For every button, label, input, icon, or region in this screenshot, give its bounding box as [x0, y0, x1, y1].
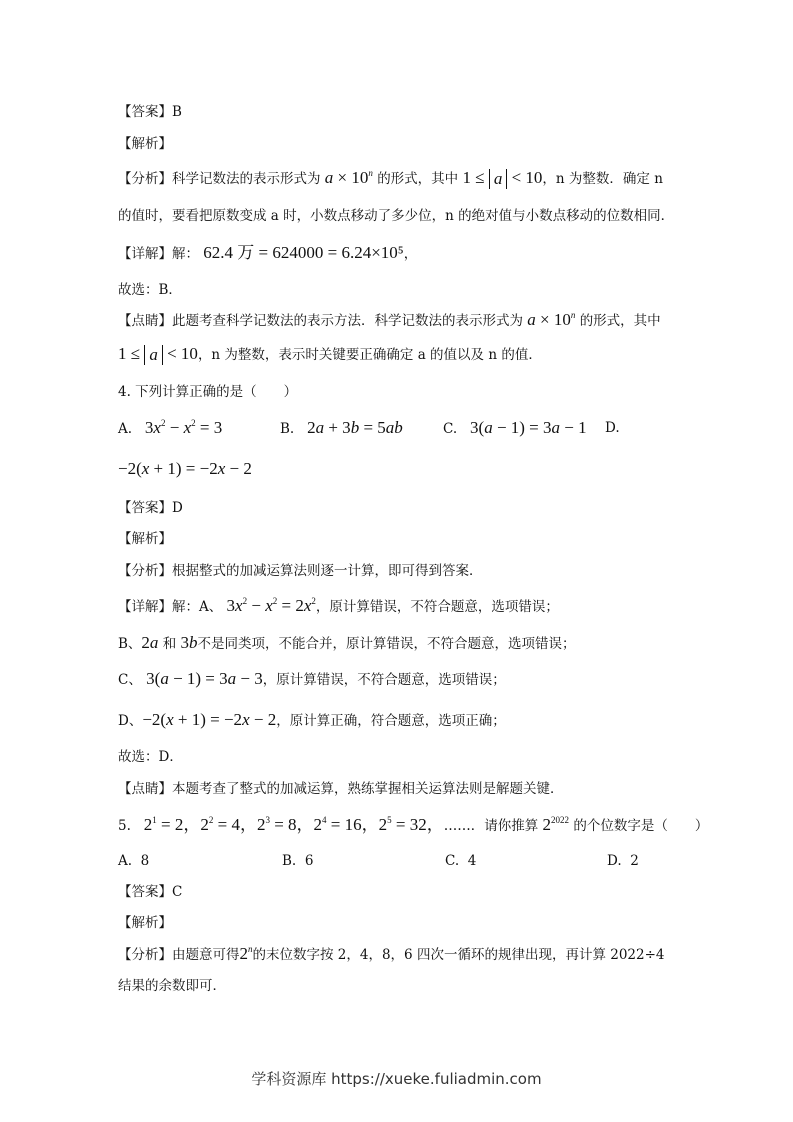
answer-value: D: [172, 500, 183, 516]
formula-range: 1 ≤ a < 10: [462, 168, 543, 189]
formula-2-pow-n: 2$^n$: [239, 944, 253, 963]
formula-range: 1 ≤ a < 10: [118, 344, 198, 365]
formula-2-pow-2022: $2^{2022}$: [542, 815, 570, 834]
formula-option-a: $3x^2 - x^2 = 3$: [144, 418, 223, 437]
q3-dianjing-line2: [118, 344, 542, 365]
q4-option-a: [118, 417, 222, 440]
detail-text: D、: [118, 713, 143, 729]
q5-analysis-tag: 【解析】: [118, 915, 172, 931]
dianjing-tag: 【点睛】: [118, 781, 172, 797]
fenxi-text: 由题意可得: [172, 947, 240, 963]
detail-text: B、: [118, 636, 142, 652]
q5-option-a: [118, 850, 149, 872]
detail-text: C、: [118, 672, 142, 688]
detail-tag: 【详解】: [118, 246, 172, 262]
q4-answer: [118, 498, 183, 518]
detail-text: 解：A、: [172, 599, 223, 615]
dianjing-text: ，n 为整数，表示时关键要正确确定 a 的值以及 n 的值．: [197, 347, 542, 363]
detail-text: 解：: [172, 246, 199, 262]
ellipsis: ……: [443, 818, 471, 834]
formula-detail-d: −2(x + 1) = −2x − 2: [142, 710, 277, 729]
detail-text: ，原计算正确，符合题意，选项正确；: [276, 713, 506, 729]
q4-option-d: [118, 458, 252, 481]
q4-detail-b: [118, 633, 576, 654]
answer-tag: 【答案】: [118, 500, 172, 516]
q4-analysis-tag: 【解析】: [118, 531, 172, 547]
formula-sci-notation: $a \times 10^n$: [324, 168, 373, 187]
detail-text: ，原计算错误，不符合题意，选项错误；: [315, 599, 559, 615]
stem-text: 的个位数字是（ ）: [573, 818, 709, 834]
formula-detail: 62.4 万 = 624000 = 6.24×10⁵: [203, 243, 404, 262]
q4-dianjing: [118, 779, 564, 799]
option-label: B.: [282, 853, 297, 869]
option-label: C.: [445, 853, 460, 869]
q4-choose: 故选：D．: [118, 749, 183, 765]
q3-choose: 故选：B．: [118, 282, 182, 298]
q5-stem: [118, 815, 708, 836]
q3-fenxi-line2: 的值时，要看把原数变成 a 时，小数点移动了多少位，n 的绝对值与小数点移动的位数相同．: [118, 208, 675, 224]
formula-2a: 2a: [141, 633, 159, 652]
q3-fenxi-line1: [118, 168, 663, 189]
q5-option-c: [445, 850, 476, 872]
dianjing-tag: 【点睛】: [118, 313, 172, 329]
q5-answer: [118, 882, 182, 902]
q5-fenxi-line2: 结果的余数即可．: [118, 978, 226, 994]
detail-text: 和: [162, 636, 177, 652]
option-label: C.: [443, 421, 458, 437]
q5-option-d: [607, 850, 639, 872]
q5-option-b: [282, 850, 313, 872]
q4-detail-c: [118, 669, 506, 690]
formula-option-c: 3(a − 1) = 3a − 1: [470, 418, 587, 437]
answer-tag: 【答案】: [118, 104, 172, 120]
formula-option-d: −2(x + 1) = −2x − 2: [118, 459, 252, 478]
q4-fenxi: [118, 561, 483, 581]
option-value: 4: [467, 853, 477, 869]
fenxi-text: 根据整式的加减运算法则逐一计算，即可得到答案．: [172, 563, 483, 579]
option-label: B.: [280, 421, 295, 437]
formula-detail-c: 3(a − 1) = 3a − 3: [146, 669, 263, 688]
q3-dianjing-line1: [118, 310, 661, 331]
detail-tag: 【详解】: [118, 599, 172, 615]
fenxi-tag: 【分析】: [118, 947, 172, 963]
q4-stem: 4. 下列计算正确的是（ ）: [118, 384, 298, 400]
formula-sci-notation: $a \times 10^n$: [527, 310, 576, 329]
q5-fenxi-line1: [118, 944, 665, 965]
q4-detail-a: [118, 596, 559, 617]
dianjing-text: 本题考查了整式的加减运算，熟练掌握相关运算法则是解题关键．: [172, 781, 564, 797]
q4-option-b: [280, 417, 403, 440]
fenxi-text: ，n 为整数．确定 n: [542, 171, 663, 187]
stem-text: ．请你推算: [470, 818, 539, 834]
q3-detail: [118, 243, 417, 264]
question-number: 5.: [118, 818, 131, 834]
formula-option-b: 2a + 3b = 5ab: [307, 418, 403, 437]
dianjing-text: 此题考查科学记数法的表示方法．科学记数法的表示形式为: [172, 313, 523, 329]
fenxi-text: 科学记数法的表示形式为: [172, 171, 321, 187]
option-label: D.: [607, 853, 622, 869]
fenxi-text: 的形式，其中: [377, 171, 459, 187]
option-label: A.: [118, 421, 133, 437]
answer-tag: 【答案】: [118, 884, 172, 900]
q4-option-d-label: D.: [605, 420, 620, 436]
option-value: 2: [630, 853, 639, 869]
detail-text: ，: [403, 246, 418, 262]
dianjing-text: 的形式，其中: [579, 313, 661, 329]
formula-detail-a: $3x^2 - x^2 = 2x^2$: [226, 596, 316, 615]
answer-value: B: [172, 104, 182, 120]
q3-answer: [118, 102, 182, 122]
detail-text: 不是同类项，不能合并，原计算错误，不符合题意，选项错误；: [197, 636, 576, 652]
q3-analysis-tag: 【解析】: [118, 136, 172, 152]
option-value: 8: [140, 853, 150, 869]
formula-3b: 3b: [180, 633, 198, 652]
formula-powers-of-two: $2^1 = 2$，$2^2 = 4$，$2^3 = 8$，$2^4 = 16$，$2^5 = 32$，: [143, 815, 444, 834]
fenxi-tag: 【分析】: [118, 563, 172, 579]
option-label: A.: [118, 853, 133, 869]
fenxi-tag: 【分析】: [118, 171, 172, 187]
q4-option-c: [443, 417, 587, 440]
option-value: 6: [304, 853, 314, 869]
answer-value: C: [172, 884, 183, 900]
q4-detail-d: [118, 710, 506, 731]
fenxi-text: 的末位数字按 2，4，8，6 四次一循环的规律出现，再计算 2022÷4: [252, 947, 665, 963]
detail-text: ，原计算错误，不符合题意，选项错误；: [262, 672, 506, 688]
footer-watermark: 学科资源库 https://xueke.fuliadmin.com: [251, 1070, 542, 1088]
